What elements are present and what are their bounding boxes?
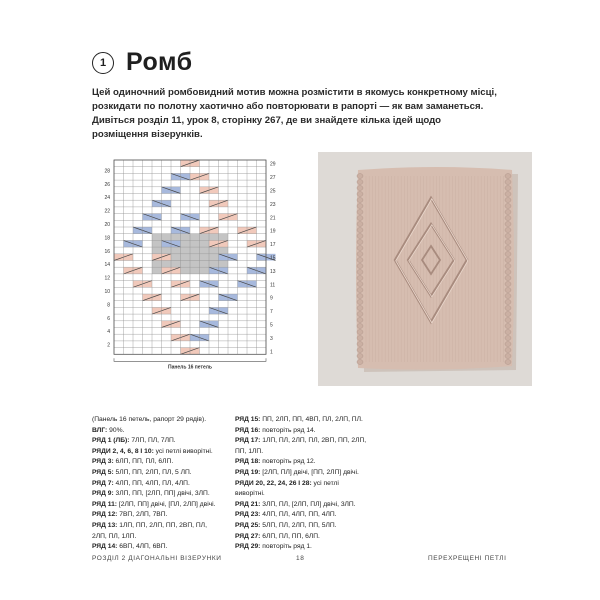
purl-cell: [171, 234, 181, 241]
section-number-badge: 1: [92, 52, 114, 74]
row-number-right: 7: [270, 309, 273, 316]
row-text: 4ЛП, ПЛ, 4ЛП, ПП, 4ЛП.: [260, 511, 337, 519]
purl-cell: [200, 247, 210, 254]
row-text: усі петлі: [311, 479, 339, 487]
row-text: [2ЛП, ПП] двічі, [ПЛ, 2ЛП] двічі.: [117, 500, 216, 508]
row-text: 7ЛП, ПЛ, 7ЛП.: [129, 437, 176, 445]
row-text: 90%.: [107, 426, 125, 434]
chart-caption: Панель 16 петель: [168, 364, 212, 371]
page-title: Ромб: [126, 48, 193, 76]
instruction-line: [235, 415, 363, 426]
instruction-line: [92, 532, 227, 543]
row-text: 1ЛП, ПП, 2ЛП, ПП, 2ВП, ПЛ,: [117, 521, 207, 529]
instruction-line: [235, 521, 360, 532]
purl-cell: [152, 261, 162, 268]
purl-cell: [200, 234, 210, 241]
row-label: РЯД 5:: [92, 468, 114, 476]
purl-cell: [181, 254, 191, 261]
row-number-left: 26: [104, 181, 110, 188]
purl-cell: [190, 240, 200, 247]
instruction-line: [92, 457, 227, 468]
row-number-right: 19: [270, 228, 276, 235]
purl-cell: [181, 267, 191, 274]
knitting-chart: [96, 158, 291, 378]
footer-section: ПЕРЕХРЕЩЕНІ ПЕТЛІ: [428, 555, 507, 562]
purl-cell: [219, 247, 229, 254]
row-label: РЯД 9:: [92, 490, 114, 498]
intro-line: Цей одиночний ромбовидний мотив можна розмістити в якомусь конкретному місці,: [92, 87, 497, 98]
row-number-left: 10: [104, 289, 110, 295]
footer-chapter: РОЗДІЛ 2 ДІАГОНАЛЬНІ ВІЗЕРУНКИ: [92, 555, 222, 562]
row-label: РЯД 13:: [92, 521, 118, 529]
row-number-right: 29: [270, 161, 276, 168]
knitted-swatch-photo: [318, 152, 532, 386]
instruction-line: [92, 468, 227, 479]
instruction-line: [92, 510, 227, 521]
row-number-right: 17: [270, 242, 276, 249]
instruction-line: [235, 457, 360, 468]
row-label: РЯД 21:: [235, 500, 261, 508]
instruction-line: [235, 468, 360, 479]
row-number-left: 6: [107, 315, 110, 322]
row-text: 1ЛП, ПЛ, 2ЛП, ПЛ, 2ВП, ПП, 2ЛП,: [260, 437, 367, 445]
row-label: РЯДИ 2, 4, 6, 8 І 10:: [92, 447, 154, 455]
row-number-left: 16: [104, 248, 110, 255]
purl-cell: [171, 261, 181, 268]
row-label: РЯД 23:: [235, 511, 261, 519]
instruction-line: [235, 436, 367, 447]
purl-cell: [181, 261, 191, 268]
row-text: усі петлі виворітні.: [153, 447, 213, 455]
purl-cell: [181, 234, 191, 241]
row-number-left: 18: [104, 235, 110, 242]
row-label: РЯД 16:: [235, 426, 261, 434]
row-number-right: 1: [270, 349, 273, 356]
intro-paragraph: [92, 86, 502, 142]
purl-cell: [200, 240, 210, 247]
row-label: РЯД 14:: [92, 543, 118, 551]
row-number-left: 12: [104, 275, 110, 282]
instruction-line: [235, 489, 360, 500]
panel-bracket: [114, 358, 266, 361]
row-number-left: 14: [104, 262, 110, 269]
row-number-right: 15: [270, 255, 276, 262]
row-text: 3ЛП, ПП, [2ЛП, ПП] двічі, 3ЛП.: [113, 490, 210, 498]
row-number-right: 21: [270, 215, 276, 222]
purl-cell: [190, 254, 200, 261]
purl-cell: [171, 254, 181, 261]
row-number-right: 9: [270, 295, 273, 302]
purl-cell: [162, 234, 172, 241]
instruction-line: [92, 479, 227, 490]
row-number-right: 3: [270, 335, 273, 342]
row-number-left: 28: [104, 168, 110, 175]
purl-cell: [171, 247, 181, 254]
row-text: ПП, 1ЛП.: [235, 447, 264, 455]
row-label: РЯД 12:: [92, 511, 118, 519]
row-number-right: 11: [270, 282, 276, 289]
purl-cell: [219, 234, 229, 241]
purl-cell: [162, 261, 172, 268]
instruction-line: [235, 532, 360, 543]
row-text: 5ЛП, ПП, 2ЛП, ПЛ, 5 ЛП.: [113, 468, 192, 476]
purl-cell: [152, 267, 162, 274]
instruction-line: [235, 500, 360, 511]
instruction-line: [92, 415, 227, 426]
row-text: (Панель 16 петель, рапорт 29 рядів).: [92, 416, 207, 423]
instruction-line: [92, 447, 227, 458]
row-label: РЯД 7:: [92, 479, 114, 487]
instruction-line: [235, 479, 360, 490]
row-text: виворітні.: [235, 490, 265, 498]
purl-cell: [181, 247, 191, 254]
row-number-right: 13: [270, 268, 276, 275]
purl-cell: [200, 267, 210, 274]
instructions-left-column: [92, 415, 227, 553]
purl-cell: [152, 247, 162, 254]
row-label: РЯД 19:: [235, 468, 261, 476]
row-text: 6ЛП, ПЛ, ПП, 6ЛП.: [260, 532, 320, 540]
row-text: 6ВП, 4ЛП, 6ВП.: [117, 543, 168, 551]
row-label: ВЛГ:: [92, 426, 108, 434]
row-number-right: 25: [270, 188, 276, 195]
purl-cell: [162, 247, 172, 254]
row-text: повторіть ряд 12.: [260, 458, 316, 466]
purl-cell: [190, 261, 200, 268]
instruction-line: [92, 436, 227, 447]
row-label: РЯД 15:: [235, 416, 261, 423]
row-number-left: 8: [107, 302, 110, 309]
row-label: РЯД 1 (ЛБ):: [92, 437, 130, 445]
purl-cell: [209, 234, 219, 241]
row-label: РЯД 27:: [235, 532, 261, 540]
purl-cell: [190, 247, 200, 254]
instruction-line: [92, 500, 227, 511]
row-label: РЯД 11:: [92, 500, 118, 508]
intro-line: Дивіться розділ 11, урок 8, сторінку 267, де ви знайдете кілька ідей щодо: [92, 115, 442, 126]
section-heading: [92, 48, 193, 77]
row-number-left: 4: [107, 329, 110, 336]
row-number-right: 23: [270, 201, 276, 208]
row-label: РЯД 29:: [235, 543, 261, 551]
purl-cell: [209, 247, 219, 254]
row-text: [2ЛП, ПЛ] двічі, [ПП, 2ЛП] двічі.: [260, 468, 359, 476]
purl-cell: [200, 261, 210, 268]
purl-cell: [209, 254, 219, 261]
footer-page-number: 18: [296, 555, 305, 562]
row-text: 6ЛП, ПП, ПЛ, 6ЛП.: [113, 458, 174, 466]
row-number-left: 22: [104, 208, 110, 215]
instruction-line: [235, 510, 360, 521]
row-number-right: 27: [270, 175, 276, 182]
purl-cell: [190, 267, 200, 274]
purl-cell: [152, 234, 162, 241]
intro-line: розміщення візерунків.: [92, 129, 203, 140]
instructions-right-column: [235, 415, 367, 553]
row-number-left: 2: [107, 342, 110, 349]
row-number-left: 20: [104, 222, 110, 228]
intro-line: розкидати по полотну хаотично або повторювати в рапорті — як вам заманеться.: [92, 101, 484, 112]
row-text: повторіть ряд 1.: [260, 543, 312, 551]
row-text: 4ЛП, ПП, 4ЛП, ПЛ, 4ЛП.: [113, 479, 190, 487]
instruction-line: [92, 542, 227, 553]
purl-cell: [190, 234, 200, 241]
row-text: 7ВП, 2ЛП, 7ВП.: [117, 511, 168, 519]
row-label: РЯД 17:: [235, 437, 261, 445]
row-label: РЯД 25:: [235, 521, 261, 529]
instruction-line: [235, 426, 360, 437]
instruction-line: [235, 542, 360, 553]
row-text: 3ЛП, ПЛ, [2ЛП, ПЛ] двічі, 3ЛП.: [260, 500, 356, 508]
instruction-line: [92, 521, 227, 532]
row-text: ПП, 2ЛП, ПП, 4ВП, ПЛ, 2ЛП, ПЛ.: [260, 416, 363, 423]
instruction-line: [235, 447, 360, 458]
row-label: РЯД 3:: [92, 458, 114, 466]
purl-cell: [219, 261, 229, 268]
instruction-line: [92, 426, 227, 437]
row-number-left: 24: [104, 195, 110, 202]
purl-cell: [200, 254, 210, 261]
row-text: 2ЛП, ПЛ, 1ЛП.: [92, 532, 137, 540]
row-label: РЯДИ 20, 22, 24, 26 І 28:: [235, 479, 312, 487]
row-label: РЯД 18:: [235, 458, 261, 466]
purl-cell: [209, 261, 219, 268]
instruction-line: [92, 489, 227, 500]
row-text: 5ЛП, ПЛ, 2ЛП, ПП, 5ЛП.: [260, 521, 337, 529]
row-text: повторіть ряд 14.: [260, 426, 316, 434]
purl-cell: [181, 240, 191, 247]
purl-cell: [152, 240, 162, 247]
row-number-right: 5: [270, 322, 273, 329]
